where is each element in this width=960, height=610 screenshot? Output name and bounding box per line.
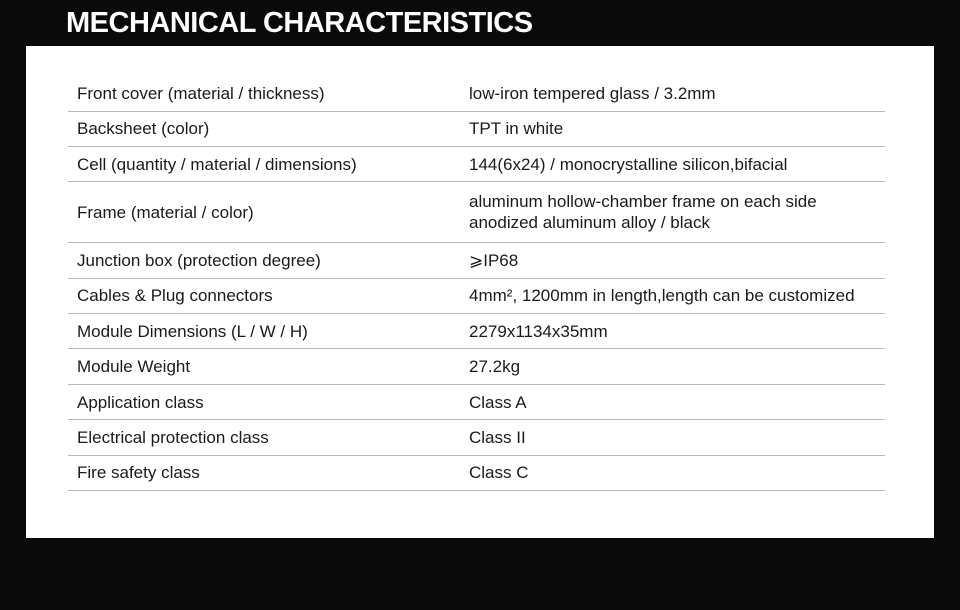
row-label: Junction box (protection degree): [68, 243, 460, 278]
row-value: 2279x1134x35mm: [460, 314, 885, 349]
row-value: Class A: [460, 384, 885, 419]
row-label: Front cover (material / thickness): [68, 77, 460, 111]
row-value-line: aluminum hollow-chamber frame on each side: [469, 192, 817, 212]
table-row: [68, 243, 885, 278]
table-row: [68, 420, 885, 455]
table-row: [68, 455, 885, 490]
row-value: ⩾IP68: [460, 243, 885, 278]
row-label: Fire safety class: [68, 455, 460, 490]
page-title: MECHANICAL CHARACTERISTICS: [66, 7, 533, 39]
row-label: Backsheet (color): [68, 111, 460, 146]
row-value: 4mm², 1200mm in length,length can be customized: [460, 278, 885, 313]
row-label: Application class: [68, 384, 460, 419]
row-value-line: anodized aluminum alloy / black: [469, 213, 710, 233]
row-label: Frame (material / color): [68, 182, 460, 243]
row-label: Electrical protection class: [68, 420, 460, 455]
row-value: Class C: [460, 455, 885, 490]
table-row: [68, 349, 885, 384]
table-row: [68, 111, 885, 146]
table-row: [68, 77, 885, 111]
row-label: Module Weight: [68, 349, 460, 384]
table-row: [68, 384, 885, 419]
row-label: Module Dimensions (L / W / H): [68, 314, 460, 349]
table-row: [68, 278, 885, 313]
row-label: Cell (quantity / material / dimensions): [68, 146, 460, 181]
table-row: [68, 314, 885, 349]
row-value: low-iron tempered glass / 3.2mm: [460, 77, 885, 111]
row-value: Class II: [460, 420, 885, 455]
row-label: Cables & Plug connectors: [68, 278, 460, 313]
table-row: [68, 146, 885, 181]
row-value: 144(6x24) / monocrystalline silicon,bifacial: [460, 146, 885, 181]
row-value: [460, 182, 885, 243]
row-value: TPT in white: [460, 111, 885, 146]
table-row: [68, 182, 885, 243]
row-value: 27.2kg: [460, 349, 885, 384]
mechanical-characteristics-table: [68, 77, 885, 491]
